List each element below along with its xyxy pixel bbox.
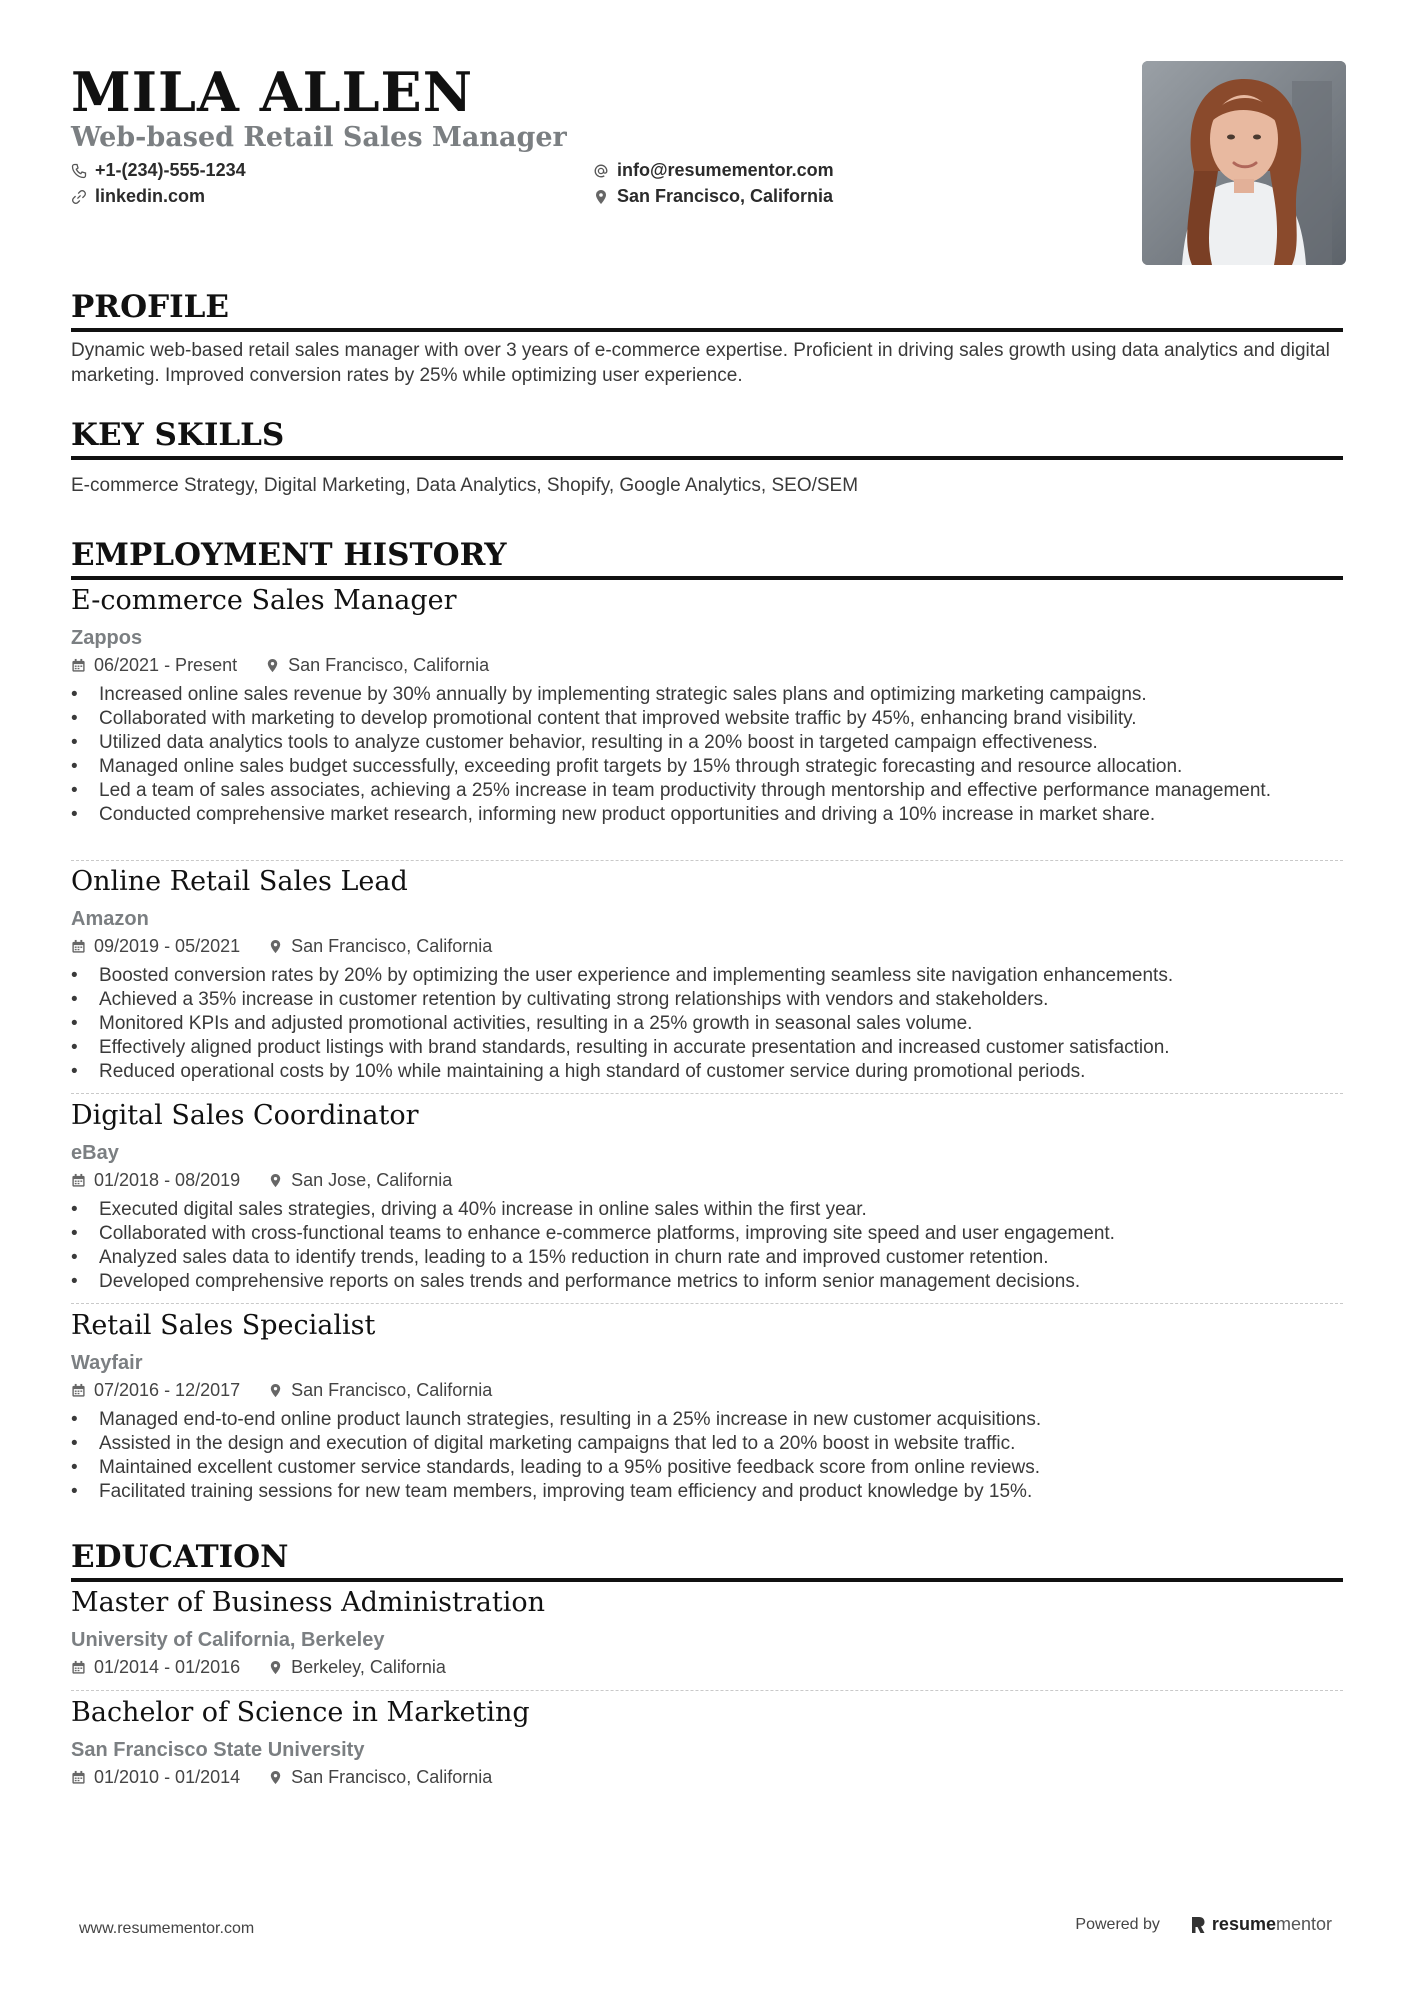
bullet-item: • Developed comprehensive reports on sales trends and performance metrics to inform senior management decisions. [71,1270,1343,1294]
calendar-icon [71,1770,86,1785]
education-location: Berkeley, California [268,1655,446,1679]
bullet-item: • Executed digital sales strategies, driving a 40% increase in online sales within the first year. [71,1198,1343,1222]
education-meta [71,1655,1343,1679]
map-pin-icon [268,939,283,954]
job-bullets [71,964,1343,1084]
location-text: San Francisco, California [617,186,834,206]
company-name: Zappos [71,627,143,649]
map-pin-icon [268,1383,283,1398]
bullet-item: • Utilized data analytics tools to analyze customer behavior, resulting in a 20% boost in targeted campaign effectiveness. [71,731,1343,755]
job-title: Online Retail Sales Lead [71,866,408,897]
job-title: Digital Sales Coordinator [71,1100,419,1131]
job-location: San Francisco, California [268,1378,492,1402]
bullet-item: • Managed end-to-end online product launch strategies, resulting in a 25% increase in new customer acquisitions. [71,1408,1343,1432]
profile-photo [1142,61,1346,265]
job-dates: 06/2021 - Present [71,653,237,677]
footer-branding [1075,1914,1332,1935]
school-name: San Francisco State University [71,1739,365,1761]
company-name: eBay [71,1142,119,1164]
profile-summary: Dynamic web-based retail sales manager with over 3 years of e-commerce expertise. Proficient in driving sales growth using data analytics and digital marketing. Improved conversion rates by 25% while optimizing user experience. [71,340,1330,386]
brand-name-light: mentor [1275,1914,1332,1934]
education-dates: 01/2014 - 01/2016 [71,1655,240,1679]
calendar-icon [71,1660,86,1675]
company-name: Wayfair [71,1352,143,1374]
bullet-item: • Collaborated with cross-functional teams to enhance e-commerce platforms, improving site speed and user engagement. [71,1222,1343,1246]
contact-location [593,186,833,207]
school-name: University of California, Berkeley [71,1629,385,1651]
job-meta [71,1168,1343,1192]
job-entry [71,1099,1343,1294]
section-title-employment: EMPLOYMENT HISTORY [71,536,1343,580]
calendar-icon [71,1383,86,1398]
section-title-profile: PROFILE [71,288,1343,332]
phone-text: +1-(234)-555-1234 [95,160,246,180]
bullet-item: • Analyzed sales data to identify trends, leading to a 15% reduction in churn rate and improved customer retention. [71,1246,1343,1270]
education-entry [71,1696,1343,1789]
job-dates: 07/2016 - 12/2017 [71,1378,240,1402]
company-name: Amazon [71,908,149,930]
calendar-icon [71,658,86,673]
bullet-item: • Monitored KPIs and adjusted promotional activities, resulting in a 25% growth in seasonal sales volume. [71,1012,1343,1036]
section-title-skills: KEY SKILLS [71,416,1343,460]
entry-divider [71,860,1343,861]
footer-website[interactable]: www.resumementor.com [79,1920,255,1937]
linkedin-link[interactable]: linkedin.com [95,186,206,206]
education-dates: 01/2010 - 01/2014 [71,1765,240,1789]
education-meta [71,1765,1343,1789]
job-location: San Jose, California [268,1168,452,1192]
bullet-item: • Reduced operational costs by 10% while maintaining a high standard of customer service during promotional periods. [71,1060,1343,1084]
education-entry [71,1586,1343,1679]
bullet-item: • Maintained excellent customer service standards, leading to a 95% positive feedback score from online reviews. [71,1456,1343,1480]
bullet-item: • Managed online sales budget successfully, exceeding profit targets by 15% through strategic forecasting and resource allocation. [71,755,1343,779]
bullet-item: • Effectively aligned product listings with brand standards, resulting in accurate presentation and increased customer satisfaction. [71,1036,1343,1060]
powered-by-label: Powered by [1075,1915,1160,1933]
entry-divider [71,1690,1343,1691]
at-icon [593,163,609,179]
job-dates: 01/2018 - 08/2019 [71,1168,240,1192]
map-pin-icon [268,1173,283,1188]
bullet-item: • Assisted in the design and execution of digital marketing campaigns that led to a 20% boost in website traffic. [71,1432,1343,1456]
degree-title: Master of Business Administration [71,1587,546,1618]
contact-phone [71,160,246,181]
job-meta [71,653,1343,677]
job-title: Retail Sales Specialist [71,1310,376,1341]
bullet-item: • Boosted conversion rates by 20% by optimizing the user experience and implementing seamless site navigation enhancements. [71,964,1343,988]
map-pin-icon [268,1770,283,1785]
job-dates: 09/2019 - 05/2021 [71,934,240,958]
job-entry [71,1309,1343,1504]
email-link[interactable]: info@resumementor.com [617,160,834,180]
job-location: San Francisco, California [268,934,492,958]
phone-icon [71,163,87,179]
section-title-education: EDUCATION [71,1538,1343,1582]
job-entry [71,584,1343,827]
job-bullets [71,1198,1343,1294]
job-bullets [71,683,1343,827]
contact-email[interactable] [593,160,834,181]
contact-linkedin[interactable] [71,186,205,207]
bullet-item: • Achieved a 35% increase in customer retention by cultivating strong relationships with vendors and stakeholders. [71,988,1343,1012]
job-meta [71,1378,1343,1402]
candidate-name: MILA ALLEN [71,60,474,124]
link-icon [71,189,87,205]
map-pin-icon [265,658,280,673]
bullet-item: • Increased online sales revenue by 30% annually by implementing strategic sales plans and optimizing marketing campaigns. [71,683,1343,707]
entry-divider [71,1093,1343,1094]
resumementor-logo-icon [1190,1916,1206,1934]
map-pin-icon [268,1660,283,1675]
bullet-item: • Facilitated training sessions for new team members, improving team efficiency and product knowledge by 15%. [71,1480,1343,1504]
calendar-icon [71,1173,86,1188]
job-entry [71,865,1343,1084]
education-location: San Francisco, California [268,1765,492,1789]
map-pin-icon [593,189,609,205]
bullet-item: • Conducted comprehensive market research, informing new product opportunities and driving a 10% increase in market share. [71,803,1343,827]
resumementor-logo[interactable] [1190,1914,1332,1935]
degree-title: Bachelor of Science in Marketing [71,1697,530,1728]
job-title: E-commerce Sales Manager [71,585,457,616]
brand-name-bold: resume [1211,1914,1276,1934]
job-meta [71,934,1343,958]
bullet-item: • Led a team of sales associates, achieving a 25% increase in team productivity through mentorship and effective performance management. [71,779,1343,803]
job-location: San Francisco, California [265,653,489,677]
calendar-icon [71,939,86,954]
job-bullets [71,1408,1343,1504]
bullet-item: • Collaborated with marketing to develop promotional content that improved website traffic by 45%, enhancing brand visibility. [71,707,1343,731]
candidate-title: Web-based Retail Sales Manager [71,122,567,153]
skills-list: E-commerce Strategy, Digital Marketing, Data Analytics, Shopify, Google Analytics, SEO/SEM [71,475,859,496]
entry-divider [71,1303,1343,1304]
